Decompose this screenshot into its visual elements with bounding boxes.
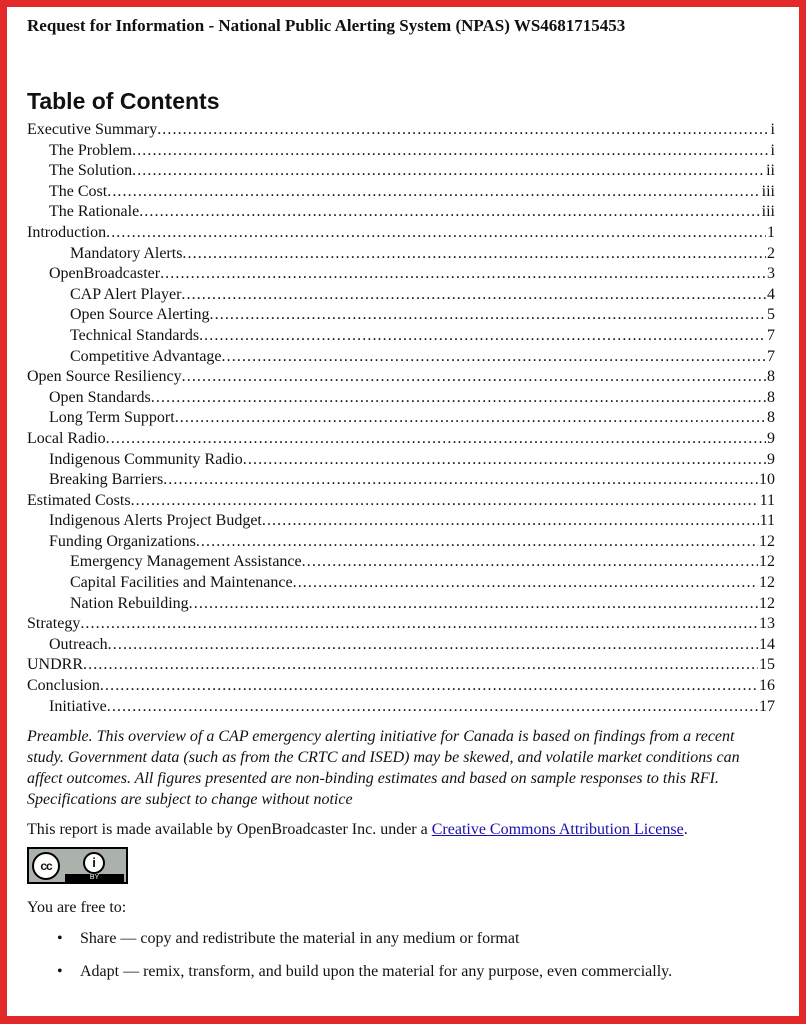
toc-entry-label: Technical Standards <box>70 326 200 344</box>
toc-entry[interactable] <box>27 285 775 306</box>
toc-leader-dots <box>182 244 766 265</box>
toc-leader-dots <box>100 676 758 697</box>
bullet-text-adapt: Adapt — remix, transform, and build upon the material for any purpose, even commercially. <box>80 962 673 980</box>
attribution-person-icon: i <box>83 852 105 874</box>
toc-entry-page: 5 <box>767 306 775 324</box>
toc-leader-dots <box>107 697 758 718</box>
toc-leader-dots <box>222 347 766 368</box>
toc-entry-label: Capital Facilities and Maintenance <box>70 574 293 592</box>
toc-entry[interactable] <box>27 470 775 491</box>
license-terms-list <box>27 929 777 983</box>
toc-entry-page: 12 <box>759 532 775 550</box>
toc-entry-page: 3 <box>767 265 775 283</box>
toc-leader-dots <box>157 120 769 141</box>
toc-entry[interactable] <box>27 388 775 409</box>
toc-leader-dots <box>210 305 766 326</box>
toc-entry-page: 7 <box>767 326 775 344</box>
toc-entry-page: 15 <box>759 656 775 674</box>
toc-leader-dots <box>175 408 766 429</box>
toc-leader-dots <box>302 552 758 573</box>
free-to-text: You are free to: <box>27 899 127 917</box>
toc-entry-page: iii <box>761 182 775 200</box>
toc-entry-label: UNDRR <box>27 656 84 674</box>
toc-entry-page: 8 <box>767 409 775 427</box>
toc-entry-page: iii <box>761 203 775 221</box>
toc-entry-page: 12 <box>759 553 775 571</box>
toc-entry-label: Estimated Costs <box>27 491 131 509</box>
document-title: Request for Information - National Public Alerting System (NPAS) WS4681715453 <box>27 16 626 35</box>
toc-entry-page: 11 <box>759 512 775 530</box>
bullet-icon: • <box>57 962 63 980</box>
toc-entry-label: The Solution <box>49 162 133 180</box>
toc-entry[interactable] <box>27 429 775 450</box>
toc-entry[interactable] <box>27 552 775 573</box>
document-page <box>27 14 777 995</box>
toc-leader-dots <box>196 532 758 553</box>
toc-entry[interactable] <box>27 202 775 223</box>
toc-entry-label: Introduction <box>27 223 107 241</box>
creative-commons-icon: cc <box>32 852 60 880</box>
toc-heading: Table of Contents <box>27 88 220 114</box>
toc-entry-page: 14 <box>759 635 775 653</box>
toc-leader-dots <box>160 264 766 285</box>
preamble-text: Preamble. This overview of a CAP emergency alerting initiative for Canada is based on findings from a recent study. Government data (such as from the CRTC and ISED) may be skewed, and volatile market conditions can affect outcomes. All figures presented are non-binding estimates and based on sample responses to this RFI. Specifications are subject to change without notice <box>27 728 740 808</box>
toc-entry-page: 12 <box>759 594 775 612</box>
toc-entry-label: The Problem <box>49 141 133 159</box>
toc-entry-label: Outreach <box>49 635 108 653</box>
toc-entry-label: Mandatory Alerts <box>70 244 183 262</box>
toc-entry[interactable] <box>27 573 775 594</box>
toc-entry-label: Competitive Advantage <box>70 347 222 365</box>
toc-leader-dots <box>106 429 766 450</box>
toc-entry-label: Initiative <box>49 697 107 715</box>
toc-entry[interactable] <box>27 223 775 244</box>
toc-leader-dots <box>108 635 758 656</box>
toc-entry-label: Emergency Management Assistance <box>70 553 302 571</box>
toc-entry[interactable] <box>27 614 775 635</box>
cc-by-label: BY <box>65 874 124 882</box>
toc-entry[interactable] <box>27 305 775 326</box>
toc-entry-page: 12 <box>759 574 775 592</box>
license-link[interactable]: Creative Commons Attribution License <box>431 821 684 839</box>
toc-entry-page: 4 <box>767 285 775 303</box>
cc-by-license-badge[interactable] <box>27 847 128 884</box>
toc-leader-dots <box>132 141 769 162</box>
toc-entry[interactable] <box>27 511 775 532</box>
toc-entry-page: 8 <box>767 368 775 386</box>
toc-entry[interactable] <box>27 367 775 388</box>
toc-entry-label: Nation Rebuilding <box>70 594 189 612</box>
toc-leader-dots <box>293 573 758 594</box>
toc-leader-dots <box>163 470 758 491</box>
list-item <box>27 929 777 950</box>
toc-entry[interactable] <box>27 264 775 285</box>
toc-leader-dots <box>181 285 766 306</box>
toc-leader-dots <box>80 614 758 635</box>
toc-entry[interactable] <box>27 532 775 553</box>
toc-entry[interactable] <box>27 450 775 471</box>
toc-entry[interactable] <box>27 594 775 615</box>
license-prefix: This report is made available by OpenBroadcaster Inc. under a <box>27 821 432 839</box>
toc-leader-dots <box>151 388 766 409</box>
toc-entry-page: 8 <box>767 388 775 406</box>
toc-entry-page: 10 <box>759 471 775 489</box>
toc-entry-label: OpenBroadcaster <box>49 265 161 283</box>
toc-entry[interactable] <box>27 120 775 141</box>
toc-entry-label: Long Term Support <box>49 409 175 427</box>
toc-entry[interactable] <box>27 676 775 697</box>
toc-leader-dots <box>132 161 765 182</box>
bullet-icon: • <box>57 930 63 947</box>
bullet-text-share: Share — copy and redistribute the material in any medium or format <box>80 930 520 947</box>
toc-entry-page: 7 <box>767 347 775 365</box>
toc-leader-dots <box>189 594 758 615</box>
toc-entry[interactable] <box>27 655 775 676</box>
toc-leader-dots <box>131 491 759 512</box>
toc-entry-label: The Rationale <box>49 203 140 221</box>
toc-entry-page: 16 <box>759 677 775 695</box>
toc-leader-dots <box>106 223 766 244</box>
toc-entry-label: Executive Summary <box>27 121 158 138</box>
toc-entry-label: CAP Alert Player <box>70 285 182 303</box>
toc-entry[interactable] <box>27 244 775 265</box>
toc-entry-label: Open Standards <box>49 388 151 406</box>
toc-leader-dots <box>262 511 759 532</box>
toc-entry[interactable] <box>27 408 775 429</box>
list-item <box>27 962 777 983</box>
toc-entry-label: Indigenous Alerts Project Budget <box>49 512 262 530</box>
toc-entry-label: Open Source Alerting <box>70 306 210 324</box>
toc-entry-label: Open Source Resiliency <box>27 368 182 386</box>
toc-entry[interactable] <box>27 161 775 182</box>
toc-entry-page: 9 <box>767 450 775 468</box>
table-of-contents <box>27 120 775 717</box>
toc-entry-page: ii <box>766 162 775 180</box>
toc-entry-label: Strategy <box>27 615 81 633</box>
toc-entry-label: Funding Organizations <box>49 532 196 550</box>
toc-entry-page: 1 <box>767 223 775 241</box>
toc-entry-label: Local Radio <box>27 429 106 447</box>
toc-leader-dots <box>182 367 766 388</box>
toc-entry-page: 2 <box>767 244 775 262</box>
toc-entry[interactable] <box>27 697 775 718</box>
toc-entry[interactable] <box>27 491 775 512</box>
toc-leader-dots <box>107 182 760 203</box>
toc-entry[interactable] <box>27 141 775 162</box>
toc-entry[interactable] <box>27 326 775 347</box>
toc-leader-dots <box>243 450 766 471</box>
toc-entry-page: 17 <box>759 697 775 715</box>
toc-entry[interactable] <box>27 182 775 203</box>
license-statement <box>27 820 777 841</box>
toc-entry[interactable] <box>27 347 775 368</box>
toc-entry-label: Conclusion <box>27 677 100 695</box>
toc-leader-dots <box>199 326 766 347</box>
toc-entry-page: 9 <box>767 429 775 447</box>
toc-entry-label: Indigenous Community Radio <box>49 450 243 468</box>
toc-entry-page: 13 <box>759 615 775 633</box>
toc-leader-dots <box>83 655 758 676</box>
toc-entry-label: Breaking Barriers <box>49 471 164 489</box>
toc-leader-dots <box>139 202 760 223</box>
license-suffix: . <box>683 821 688 839</box>
toc-entry-page: i <box>770 121 775 138</box>
toc-entry[interactable] <box>27 635 775 656</box>
toc-entry-page: i <box>770 141 775 159</box>
toc-entry-label: The Cost <box>49 182 108 200</box>
toc-entry-page: 11 <box>759 491 775 509</box>
